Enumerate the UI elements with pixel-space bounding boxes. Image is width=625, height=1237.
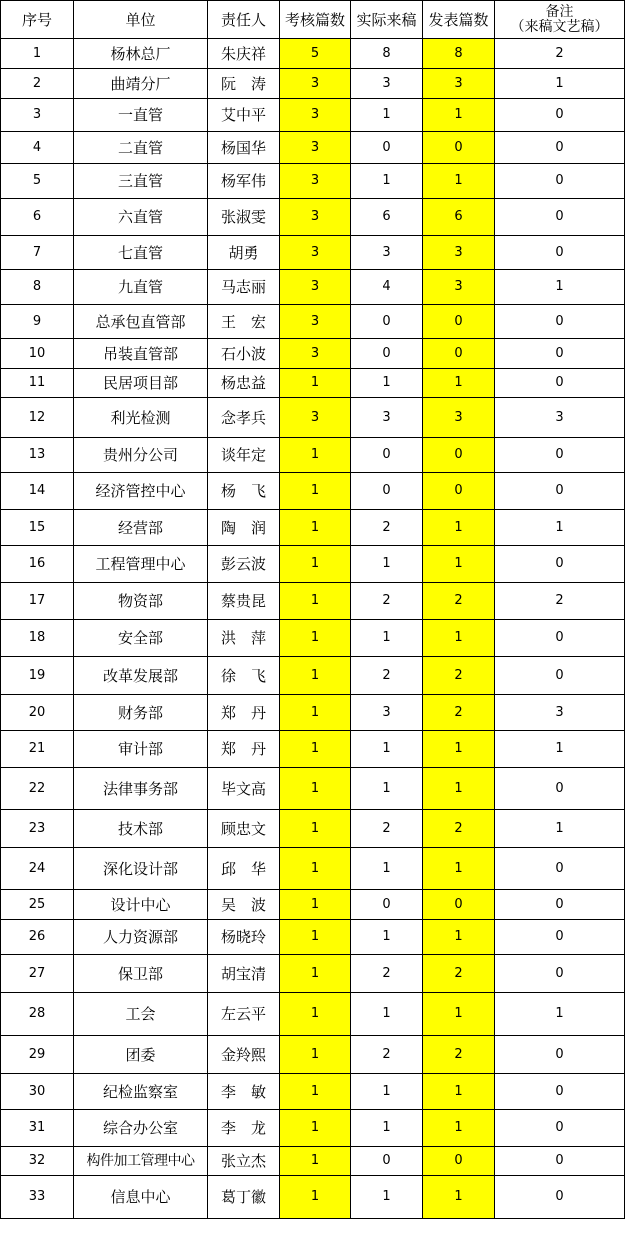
row-published: 1 [423,164,495,199]
row-received: 2 [351,583,423,620]
row-published: 2 [423,1036,495,1074]
row-published: 1 [423,546,495,583]
row-person: 念孝兵 [208,398,280,438]
row-published: 1 [423,768,495,810]
row-published: 2 [423,810,495,848]
row-assessed: 3 [280,69,351,99]
row-index: 24 [1,848,74,890]
row-note: 0 [495,890,625,920]
row-assessed: 3 [280,132,351,164]
row-assessed: 1 [280,1110,351,1147]
row-published: 2 [423,657,495,695]
row-index: 4 [1,132,74,164]
row-published: 1 [423,369,495,398]
row-assessed: 1 [280,768,351,810]
row-assessed: 1 [280,1074,351,1110]
row-unit: 综合办公室 [74,1110,208,1147]
row-unit: 财务部 [74,695,208,731]
row-person: 艾中平 [208,99,280,132]
row-note: 0 [495,339,625,369]
table-row [1,920,625,955]
row-index: 6 [1,199,74,236]
row-published: 8 [423,39,495,69]
row-index: 9 [1,305,74,339]
row-received: 1 [351,1110,423,1147]
row-received: 1 [351,164,423,199]
table-row [1,132,625,164]
row-unit: 团委 [74,1036,208,1074]
row-person: 陶 润 [208,510,280,546]
row-note: 0 [495,236,625,270]
row-note: 0 [495,369,625,398]
row-received: 8 [351,39,423,69]
row-person: 蔡贵昆 [208,583,280,620]
row-note: 1 [495,731,625,768]
row-received: 1 [351,731,423,768]
row-received: 6 [351,199,423,236]
table-row [1,768,625,810]
table-row [1,270,625,305]
row-published: 6 [423,199,495,236]
table-row [1,731,625,768]
row-received: 1 [351,1176,423,1219]
row-received: 1 [351,993,423,1036]
row-published: 2 [423,955,495,993]
row-published: 1 [423,1074,495,1110]
row-note: 0 [495,546,625,583]
row-received: 1 [351,369,423,398]
row-published: 1 [423,510,495,546]
table-row [1,695,625,731]
table-row [1,848,625,890]
row-unit: 改革发展部 [74,657,208,695]
row-index: 13 [1,438,74,473]
row-unit: 民居项目部 [74,369,208,398]
row-person: 徐 飞 [208,657,280,695]
row-index: 17 [1,583,74,620]
row-received: 0 [351,473,423,510]
row-index: 14 [1,473,74,510]
row-unit: 安全部 [74,620,208,657]
row-person: 李 敏 [208,1074,280,1110]
row-index: 27 [1,955,74,993]
row-note: 0 [495,848,625,890]
row-person: 阮 涛 [208,69,280,99]
header-published: 发表篇数 [423,1,495,39]
row-unit: 人力资源部 [74,920,208,955]
row-note: 1 [495,510,625,546]
row-note: 1 [495,69,625,99]
row-index: 31 [1,1110,74,1147]
row-received: 2 [351,1036,423,1074]
row-note: 0 [495,199,625,236]
row-index: 26 [1,920,74,955]
row-person: 王 宏 [208,305,280,339]
table-row [1,810,625,848]
row-received: 1 [351,620,423,657]
table-row [1,99,625,132]
row-published: 2 [423,695,495,731]
row-note: 2 [495,39,625,69]
row-received: 2 [351,955,423,993]
row-published: 3 [423,69,495,99]
row-note: 0 [495,657,625,695]
row-published: 1 [423,848,495,890]
row-assessed: 1 [280,920,351,955]
row-index: 10 [1,339,74,369]
table-body [1,39,625,1219]
row-note: 3 [495,695,625,731]
row-published: 1 [423,1176,495,1219]
table-row [1,438,625,473]
row-index: 16 [1,546,74,583]
row-index: 11 [1,369,74,398]
row-published: 0 [423,438,495,473]
table-row [1,369,625,398]
row-note: 3 [495,398,625,438]
row-assessed: 3 [280,164,351,199]
row-person: 杨忠益 [208,369,280,398]
row-unit: 保卫部 [74,955,208,993]
row-index: 15 [1,510,74,546]
row-assessed: 3 [280,270,351,305]
row-published: 0 [423,305,495,339]
row-received: 3 [351,69,423,99]
row-assessed: 1 [280,731,351,768]
header-note-text: 备注 （来稿文艺稿） [510,3,609,35]
row-assessed: 1 [280,473,351,510]
row-received: 2 [351,510,423,546]
row-assessed: 3 [280,236,351,270]
row-person: 杨国华 [208,132,280,164]
row-person: 彭云波 [208,546,280,583]
row-person: 葛丁徽 [208,1176,280,1219]
table-row [1,1110,625,1147]
row-index: 33 [1,1176,74,1219]
row-received: 1 [351,99,423,132]
row-unit: 三直管 [74,164,208,199]
row-assessed: 3 [280,305,351,339]
row-note: 2 [495,583,625,620]
row-assessed: 5 [280,39,351,69]
row-received: 0 [351,305,423,339]
header-unit: 单位 [74,1,208,39]
row-received: 4 [351,270,423,305]
row-unit: 九直管 [74,270,208,305]
row-assessed: 1 [280,695,351,731]
row-note: 0 [495,1036,625,1074]
row-note: 0 [495,768,625,810]
row-person: 吴 波 [208,890,280,920]
table-row [1,657,625,695]
header-received: 实际来稿 [351,1,423,39]
row-person: 杨 飞 [208,473,280,510]
row-assessed: 1 [280,438,351,473]
row-note: 0 [495,920,625,955]
row-assessed: 3 [280,398,351,438]
table-row [1,546,625,583]
table-row [1,339,625,369]
row-note: 0 [495,1176,625,1219]
table-row [1,583,625,620]
row-note: 1 [495,810,625,848]
row-unit: 深化设计部 [74,848,208,890]
row-index: 20 [1,695,74,731]
table-row [1,39,625,69]
row-unit: 曲靖分厂 [74,69,208,99]
row-unit: 一直管 [74,99,208,132]
row-received: 2 [351,810,423,848]
row-unit: 六直管 [74,199,208,236]
row-unit: 利光检测 [74,398,208,438]
row-received: 2 [351,657,423,695]
header-note [495,1,625,39]
row-index: 29 [1,1036,74,1074]
row-note: 1 [495,993,625,1036]
row-assessed: 1 [280,657,351,695]
row-received: 1 [351,1074,423,1110]
table-row [1,473,625,510]
row-received: 3 [351,398,423,438]
row-published: 1 [423,99,495,132]
row-person: 张淑雯 [208,199,280,236]
row-assessed: 1 [280,510,351,546]
row-person: 杨晓玲 [208,920,280,955]
row-unit: 贵州分公司 [74,438,208,473]
table-row [1,1036,625,1074]
row-assessed: 1 [280,1147,351,1176]
row-received: 3 [351,695,423,731]
row-index: 28 [1,993,74,1036]
row-unit: 经济管控中心 [74,473,208,510]
row-published: 3 [423,270,495,305]
row-index: 7 [1,236,74,270]
row-index: 32 [1,1147,74,1176]
row-person: 郑 丹 [208,731,280,768]
row-person: 石小波 [208,339,280,369]
table-row [1,69,625,99]
row-published: 0 [423,890,495,920]
row-unit: 工会 [74,993,208,1036]
row-unit: 七直管 [74,236,208,270]
table-row [1,199,625,236]
row-published: 2 [423,583,495,620]
row-unit: 信息中心 [74,1176,208,1219]
row-assessed: 1 [280,546,351,583]
row-person: 谈年定 [208,438,280,473]
row-published: 3 [423,236,495,270]
row-unit: 构件加工管理中心 [74,1147,208,1176]
table-row [1,1176,625,1219]
table-row [1,398,625,438]
row-person: 胡宝清 [208,955,280,993]
row-assessed: 1 [280,369,351,398]
row-person: 邱 华 [208,848,280,890]
row-person: 胡勇 [208,236,280,270]
row-published: 3 [423,398,495,438]
row-unit: 工程管理中心 [74,546,208,583]
row-person: 杨军伟 [208,164,280,199]
row-published: 0 [423,339,495,369]
row-person: 马志丽 [208,270,280,305]
row-note: 0 [495,1110,625,1147]
table-row [1,1147,625,1176]
row-unit: 杨林总厂 [74,39,208,69]
table-row [1,510,625,546]
header-index: 序号 [1,1,74,39]
row-published: 0 [423,473,495,510]
row-received: 0 [351,890,423,920]
row-index: 5 [1,164,74,199]
row-unit: 法律事务部 [74,768,208,810]
row-index: 22 [1,768,74,810]
row-unit: 纪检监察室 [74,1074,208,1110]
row-assessed: 1 [280,620,351,657]
row-note: 0 [495,1147,625,1176]
row-received: 3 [351,236,423,270]
row-note: 0 [495,473,625,510]
row-received: 1 [351,546,423,583]
row-person: 张立杰 [208,1147,280,1176]
row-published: 1 [423,920,495,955]
row-unit: 审计部 [74,731,208,768]
row-published: 1 [423,993,495,1036]
row-index: 21 [1,731,74,768]
row-received: 0 [351,339,423,369]
row-received: 0 [351,132,423,164]
row-received: 0 [351,438,423,473]
row-unit: 技术部 [74,810,208,848]
row-index: 19 [1,657,74,695]
row-unit: 总承包直管部 [74,305,208,339]
row-unit: 经营部 [74,510,208,546]
row-assessed: 3 [280,339,351,369]
row-note: 0 [495,955,625,993]
table-row [1,955,625,993]
row-assessed: 1 [280,890,351,920]
table-row [1,620,625,657]
row-index: 12 [1,398,74,438]
row-note: 0 [495,305,625,339]
row-unit: 设计中心 [74,890,208,920]
row-person: 李 龙 [208,1110,280,1147]
row-published: 1 [423,620,495,657]
row-person: 洪 萍 [208,620,280,657]
row-note: 0 [495,99,625,132]
table-row [1,890,625,920]
header-person: 责任人 [208,1,280,39]
table-row [1,236,625,270]
row-assessed: 1 [280,848,351,890]
row-index: 8 [1,270,74,305]
row-assessed: 1 [280,993,351,1036]
row-unit: 二直管 [74,132,208,164]
row-index: 30 [1,1074,74,1110]
table-row [1,164,625,199]
row-note: 0 [495,132,625,164]
row-assessed: 3 [280,99,351,132]
row-person: 毕文高 [208,768,280,810]
table-row [1,993,625,1036]
header-row [1,1,625,39]
row-index: 1 [1,39,74,69]
row-assessed: 3 [280,199,351,236]
row-person: 顾忠文 [208,810,280,848]
row-assessed: 1 [280,955,351,993]
row-received: 1 [351,768,423,810]
row-note: 1 [495,270,625,305]
row-unit: 物资部 [74,583,208,620]
row-person: 郑 丹 [208,695,280,731]
table-row [1,1074,625,1110]
row-assessed: 1 [280,810,351,848]
row-published: 0 [423,1147,495,1176]
row-received: 1 [351,920,423,955]
row-note: 0 [495,164,625,199]
row-index: 25 [1,890,74,920]
row-note: 0 [495,1074,625,1110]
header-assessed: 考核篇数 [280,1,351,39]
row-assessed: 1 [280,1036,351,1074]
row-assessed: 1 [280,583,351,620]
table-row [1,305,625,339]
row-index: 18 [1,620,74,657]
row-note: 0 [495,438,625,473]
row-published: 0 [423,132,495,164]
row-assessed: 1 [280,1176,351,1219]
row-received: 0 [351,1147,423,1176]
row-person: 左云平 [208,993,280,1036]
row-index: 2 [1,69,74,99]
row-note: 0 [495,620,625,657]
row-person: 朱庆祥 [208,39,280,69]
row-person: 金羚熙 [208,1036,280,1074]
row-unit: 吊装直管部 [74,339,208,369]
row-index: 23 [1,810,74,848]
row-index: 3 [1,99,74,132]
row-published: 1 [423,1110,495,1147]
row-received: 1 [351,848,423,890]
row-published: 1 [423,731,495,768]
